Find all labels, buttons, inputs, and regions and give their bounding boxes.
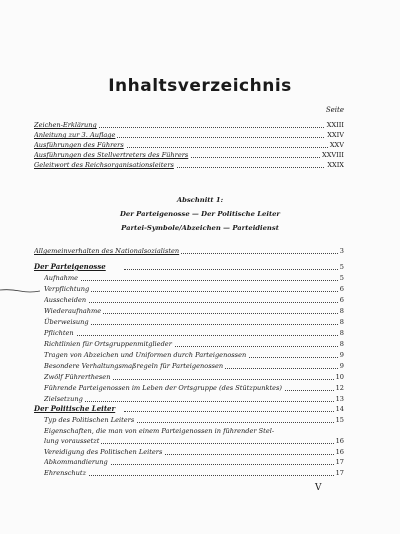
toc-entry-text: Zwölf Führerthesen (44, 373, 111, 381)
toc-entry-page: 8 (339, 340, 344, 348)
toc-entry-text: Verpflichtung (44, 285, 90, 293)
toc-front-entry[interactable] (34, 140, 344, 150)
toc-entry-leiter[interactable] (44, 415, 344, 425)
toc-entry-page: 12 (335, 384, 344, 392)
toc-entry-parteigenosse[interactable] (44, 361, 344, 371)
toc-entry-leiter[interactable] (44, 457, 344, 467)
toc-entry-text: Eigenschaften, die man von einem Parteigenossen in führender Stel- (44, 426, 275, 435)
toc-entry-text: lung voraussetzt (44, 437, 100, 445)
toc-entry-text: Abkommandierung (44, 458, 108, 466)
page-marker: V (315, 483, 322, 493)
toc-entry-text: Typ des Politischen Leiters (44, 416, 135, 424)
toc-entry-leiter[interactable] (44, 447, 344, 457)
toc-entry-parteigenosse[interactable] (44, 328, 344, 338)
toc-entry-parteigenosse[interactable] (44, 306, 344, 316)
toc-entry-text: Ausführungen des Führers (34, 141, 124, 149)
toc-entry-leiter[interactable] (44, 436, 344, 446)
section-page-number (34, 262, 344, 272)
toc-entry-parteigenosse[interactable] (44, 284, 344, 294)
toc-entry-text: Besondere Verhaltungsmaßregeln für Parteigenossen (44, 362, 224, 370)
toc-entry-text: Tragen von Abzeichen und Uniformen durch Parteigenossen (44, 351, 247, 359)
abschnitt-heading: Abschnitt 1: (176, 196, 224, 204)
toc-entry-page: 8 (339, 318, 344, 326)
toc-entry-text: Ausführungen des Stellvertreters des Führers (34, 151, 189, 159)
toc-entry-page: 13 (335, 395, 344, 403)
toc-entry-parteigenosse[interactable] (44, 317, 344, 327)
toc-entry-text: Führende Parteigenossen im Leben der Ortsgruppe (des Stützpunktes) (44, 384, 282, 392)
toc-front-entry[interactable] (34, 160, 344, 170)
toc-entry-text: Vereidigung des Politischen Leiters (44, 447, 163, 456)
toc-entry-parteigenosse[interactable] (44, 273, 344, 283)
toc-entry-parteigenosse[interactable] (44, 372, 344, 382)
section-parteigenosse[interactable]: Der Parteigenosse (34, 262, 106, 271)
toc-entry-parteigenosse[interactable] (44, 383, 344, 393)
abschnitt-subtitle-1: Der Parteigenosse — Der Politische Leiter (119, 210, 281, 218)
toc-front-entry[interactable] (34, 120, 344, 130)
toc-entry-text: Zeichen-Erklärung (34, 121, 97, 129)
toc-entry-page: 8 (339, 329, 344, 337)
toc-entry-text: Ehrenschutz (44, 468, 87, 477)
toc-entry-page: XXIX (327, 161, 344, 169)
toc-entry-page: 15 (335, 416, 344, 424)
toc-entry-page: 3 (339, 247, 344, 255)
toc-entry-page: XXIII (326, 121, 344, 129)
toc-entry-page: 5 (339, 274, 344, 282)
page-title: Inhaltsverzeichnis (108, 76, 292, 96)
toc-front-entry[interactable] (34, 150, 344, 160)
toc-entry-page: 17 (335, 468, 344, 477)
toc-entry-leiter[interactable] (44, 468, 344, 478)
toc-entry-text: Richtlinien für Ortsgruppenmitglieder (44, 340, 172, 348)
toc-entry-text: Geleitwort des Reichsorganisationsleiters (34, 161, 174, 169)
toc-entry-text: Anleitung zur 3. Auflage (34, 131, 116, 139)
toc-entry-page: 8 (339, 307, 344, 315)
toc-entry-page: 16 (335, 437, 344, 445)
toc-entry-allgemein[interactable] (34, 246, 344, 256)
toc-entry-parteigenosse[interactable] (44, 350, 344, 360)
toc-entry-text: Zielsetzung (44, 395, 83, 403)
toc-entry-page: 16 (335, 447, 344, 456)
toc-entry-parteigenosse[interactable] (44, 339, 344, 349)
toc-entry-page: 5 (339, 263, 344, 271)
toc-entry-page: 6 (339, 285, 344, 293)
toc-entry-text: Aufnahme (44, 274, 79, 282)
pen-mark-icon (0, 288, 40, 294)
toc-entry-page: 14 (335, 405, 344, 413)
toc-entry-text: Allgemeinverhalten des Nationalsozialisten (34, 247, 180, 255)
toc-entry-page: 17 (335, 458, 344, 466)
toc-entry-leiter[interactable] (44, 426, 344, 436)
toc-entry-page: XXV (329, 141, 344, 149)
seite-label: Seite (325, 106, 344, 114)
toc-entry-page: 9 (339, 351, 344, 359)
toc-entry-page: 10 (335, 373, 344, 381)
toc-entry-text: Pflichten (44, 329, 74, 337)
toc-entry-parteigenosse[interactable] (44, 295, 344, 305)
toc-entry-text: Ausscheiden (44, 296, 87, 304)
toc-entry-page: XXVIII (322, 151, 344, 159)
section-politische-leiter[interactable]: Der Politische Leiter (34, 404, 116, 413)
section-page-number (34, 404, 344, 414)
toc-entry-text: Überweisung (44, 318, 89, 326)
toc-entry-parteigenosse[interactable] (44, 394, 344, 404)
toc-entry-page: XXIV (327, 131, 344, 139)
toc-entry-text: Wiederaufnahme (44, 307, 102, 315)
toc-entry-page: 6 (339, 296, 344, 304)
toc-front-entry[interactable] (34, 130, 344, 140)
abschnitt-subtitle-2: Partei-Symbole/Abzeichen — Parteidienst (121, 224, 279, 232)
toc-entry-page: 9 (339, 362, 344, 370)
